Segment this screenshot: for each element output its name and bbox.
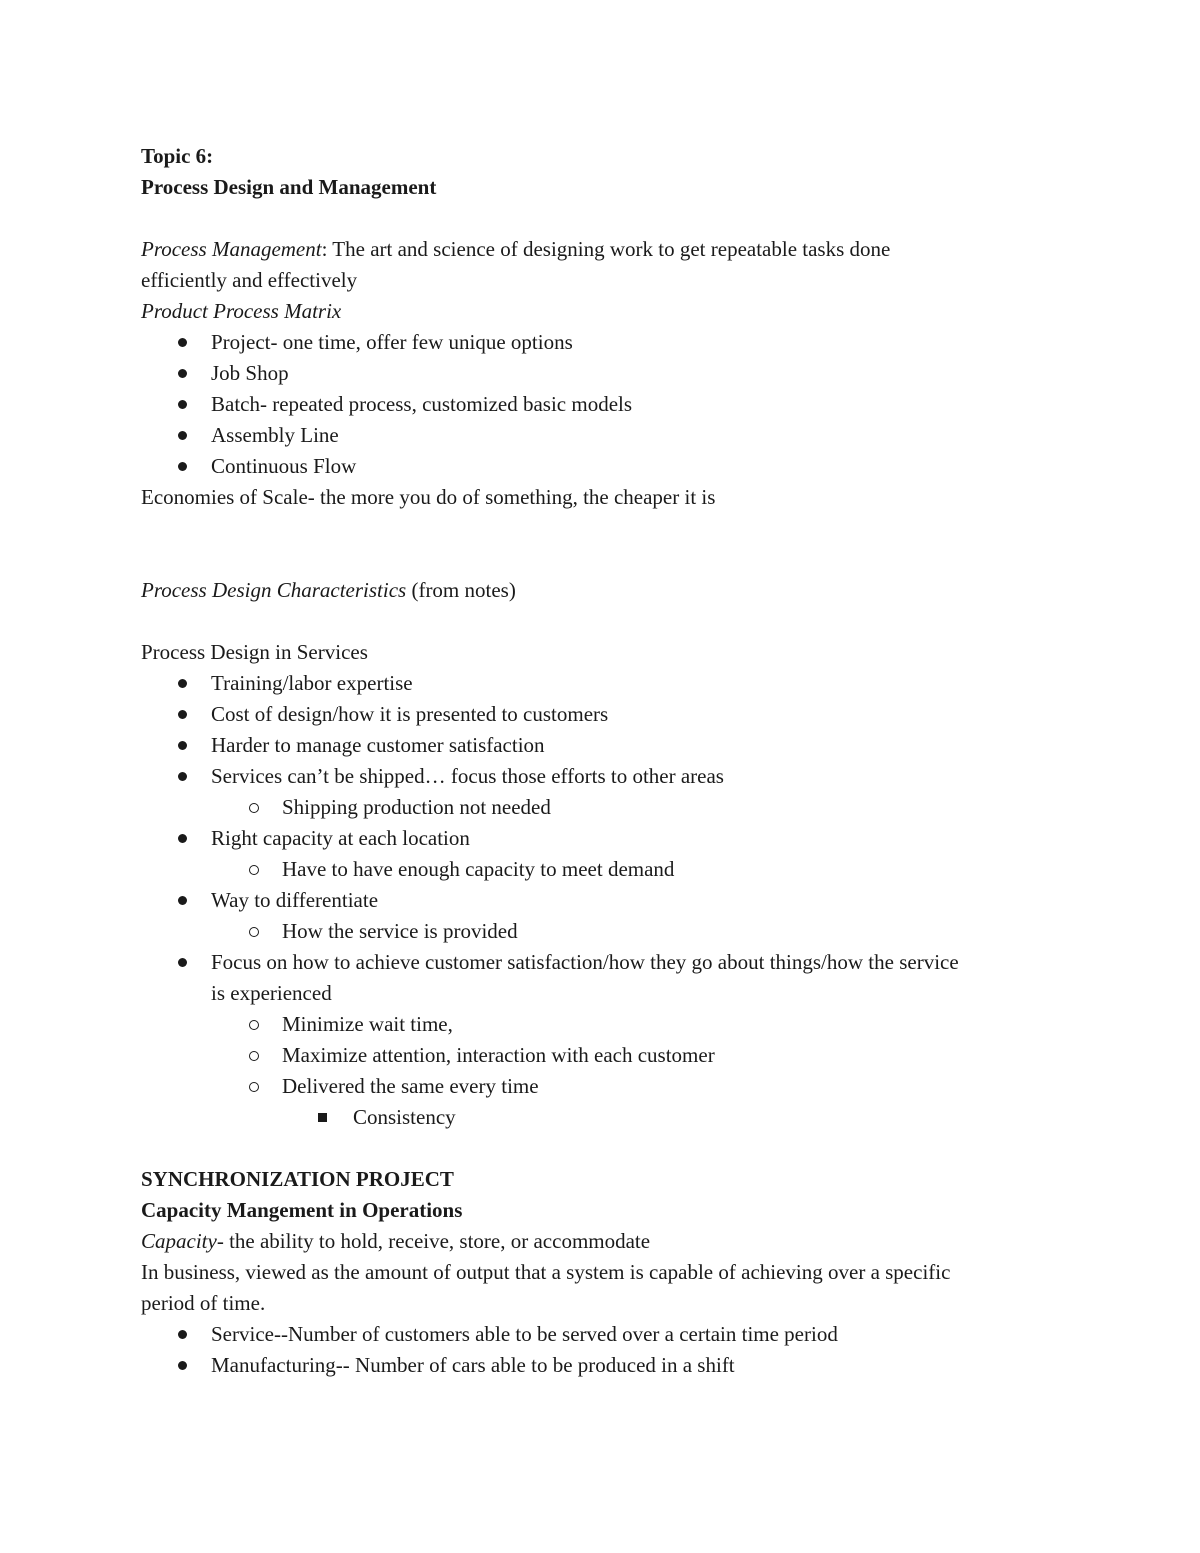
list-item: Cost of design/how it is presented to customers: [141, 699, 1071, 730]
bullet-disc-icon: [178, 389, 187, 420]
bullet-disc-icon: [178, 1350, 187, 1381]
sub-list-item: Minimize wait time,: [141, 1009, 1071, 1040]
synchronization-heading: SYNCHRONIZATION PROJECT: [141, 1167, 454, 1191]
bullet-square-icon: [318, 1102, 327, 1133]
list-item: Assembly Line: [141, 420, 1071, 451]
capacity-definition: Capacity- the ability to hold, receive, store, or accommodate: [141, 1229, 651, 1253]
bullet-disc-icon: [178, 761, 187, 792]
process-management-term: Process Management: [141, 237, 322, 261]
bullet-disc-icon: [178, 823, 187, 854]
process-design-services-list: [141, 668, 1071, 1133]
product-process-matrix-list: [141, 327, 1071, 482]
sub-sub-list-item: Consistency: [141, 1102, 1071, 1133]
bullet-disc-icon: [178, 358, 187, 389]
process-management-definition: Process Management: The art and science of designing work to get repeatable tasks done: [141, 237, 891, 261]
list-item: Continuous Flow: [141, 451, 1071, 482]
process-design-characteristics: Process Design Characteristics (from notes): [141, 578, 516, 602]
bullet-circle-icon: [249, 916, 259, 947]
list-item: Way to differentiate: [141, 885, 1071, 916]
bullet-disc-icon: [178, 1319, 187, 1350]
list-item: Services can’t be shipped… focus those efforts to other areas: [141, 761, 1071, 792]
sub-list-item: How the service is provided: [141, 916, 1071, 947]
sub-list-item: Shipping production not needed: [141, 792, 1071, 823]
bullet-disc-icon: [178, 327, 187, 358]
bullet-circle-icon: [249, 1040, 259, 1071]
sub-list-item: Have to have enough capacity to meet demand: [141, 854, 1071, 885]
sub-list-item: Delivered the same every time: [141, 1071, 1071, 1102]
list-item: Batch- repeated process, customized basic models: [141, 389, 1071, 420]
bullet-disc-icon: [178, 668, 187, 699]
list-item: Right capacity at each location: [141, 823, 1071, 854]
list-item-continuation: is experienced: [211, 981, 332, 1005]
bullet-circle-icon: [249, 1009, 259, 1040]
bullet-disc-icon: [178, 730, 187, 761]
economies-of-scale: Economies of Scale- the more you do of something, the cheaper it is: [141, 485, 716, 509]
list-item: Training/labor expertise: [141, 668, 1071, 699]
bullet-disc-icon: [178, 699, 187, 730]
business-definition: In business, viewed as the amount of output that a system is capable of achieving over a specific: [141, 1260, 951, 1284]
bullet-circle-icon: [249, 854, 259, 885]
bullet-disc-icon: [178, 420, 187, 451]
document-page: [141, 141, 1071, 1381]
list-item: Project- one time, offer few unique options: [141, 327, 1071, 358]
business-definition-cont: period of time.: [141, 1291, 266, 1315]
list-item: Harder to manage customer satisfaction: [141, 730, 1071, 761]
topic-label: Topic 6:: [141, 144, 214, 168]
page-title: Process Design and Management: [141, 175, 437, 199]
bullet-disc-icon: [178, 451, 187, 482]
list-item: Focus on how to achieve customer satisfaction/how they go about things/how the service: [141, 947, 1071, 978]
product-process-matrix-heading: Product Process Matrix: [141, 299, 342, 323]
sub-list-item: Maximize attention, interaction with each customer: [141, 1040, 1071, 1071]
bullet-disc-icon: [178, 885, 187, 916]
process-design-services-heading: Process Design in Services: [141, 640, 368, 664]
list-item: Service--Number of customers able to be served over a certain time period: [141, 1319, 1071, 1350]
list-item: Job Shop: [141, 358, 1071, 389]
bullet-disc-icon: [178, 947, 187, 978]
bullet-circle-icon: [249, 792, 259, 823]
list-item: Manufacturing-- Number of cars able to be produced in a shift: [141, 1350, 1071, 1381]
capacity-examples-list: [141, 1319, 1071, 1381]
capacity-management-heading: Capacity Mangement in Operations: [141, 1198, 463, 1222]
process-management-definition-cont: efficiently and effectively: [141, 268, 358, 292]
bullet-circle-icon: [249, 1071, 259, 1102]
